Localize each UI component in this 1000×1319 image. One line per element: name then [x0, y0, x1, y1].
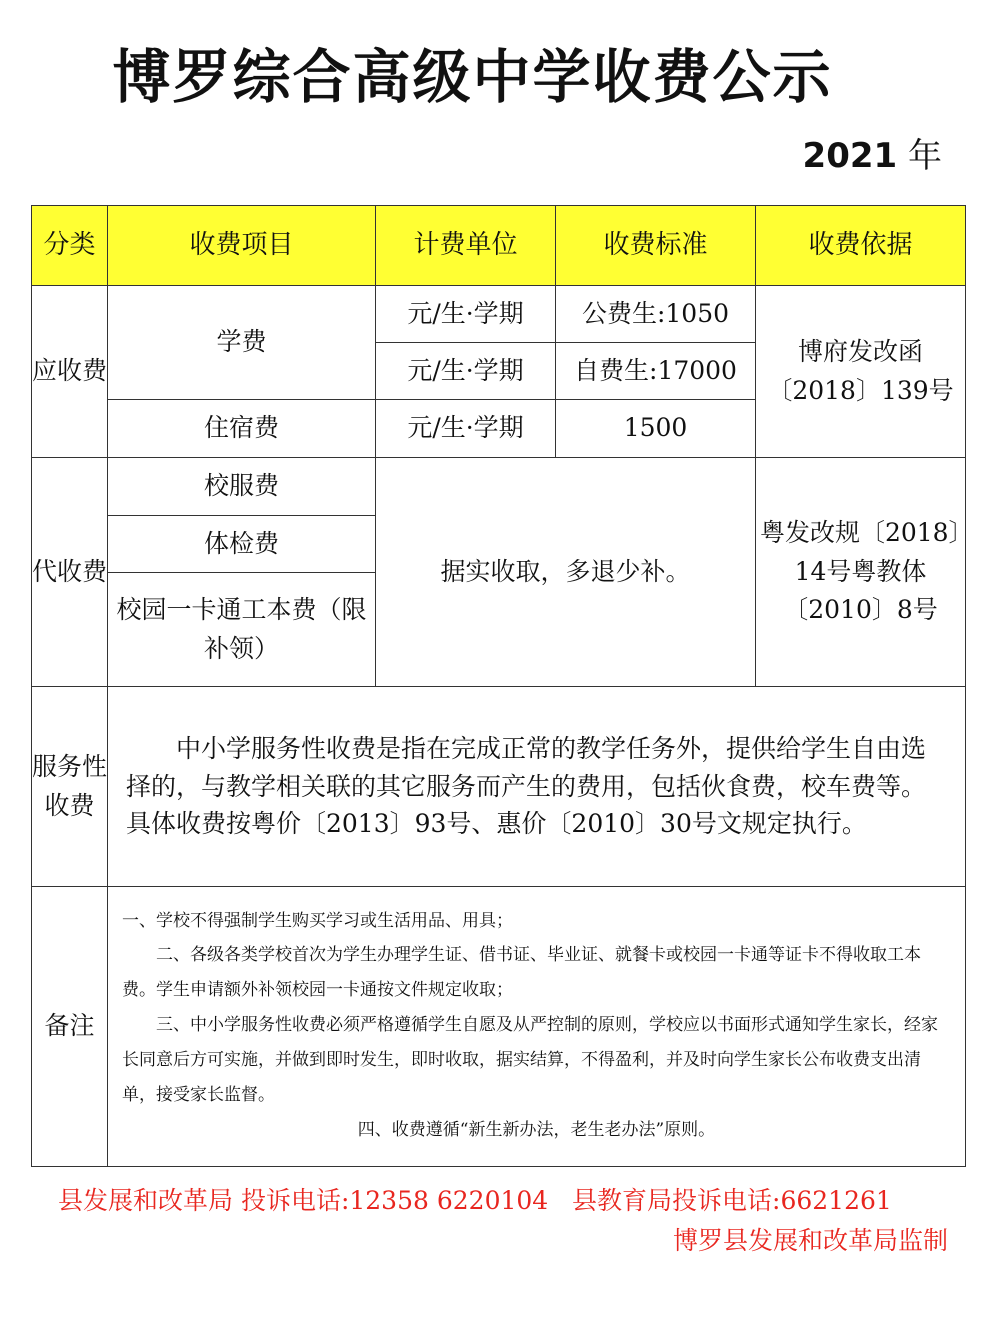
- standard-cell: 公费生:1050: [556, 286, 756, 343]
- standard-cell: 自费生:17000: [556, 343, 756, 400]
- note-item: 一、学校不得强制学生购买学习或生活用品、用具；: [122, 910, 513, 931]
- supervisor-label: 博罗县发展和改革局监制: [672, 1226, 948, 1255]
- item-medical-exam: 体检费: [108, 516, 376, 573]
- complaint-hotlines: 县发展和改革局 投诉电话:12358 6220104 县教育局投诉电话:6621261: [58, 1186, 892, 1215]
- basis-receivable: 博府发改函〔2018〕139号: [756, 286, 966, 458]
- year-number: 2021: [802, 136, 898, 176]
- header-unit: 计费单位: [376, 206, 556, 286]
- unit-cell: 元/生·学期: [376, 400, 556, 458]
- item-uniform: 校服费: [108, 458, 376, 516]
- table-header-row: [32, 206, 966, 286]
- header-item: 收费项目: [108, 206, 376, 286]
- category-notes: 备注: [32, 887, 108, 1167]
- unit-cell: 元/生·学期: [376, 343, 556, 400]
- item-tuition: 学费: [108, 286, 376, 400]
- note-item: 三、中小学服务性收费必须严格遵循学生自愿及从严控制的原则，学校应以书面形式通知学生家长，经家长同意后方可实施，并做到即时发生，即时收取，据实结算，不得盈利，并及时向学生家长公布收费支出清单，接受家长监督。: [122, 1015, 938, 1105]
- fee-table: [31, 205, 966, 1167]
- note-item: 二、各级各类学校首次为学生办理学生证、借书证、毕业证、就餐卡或校园一卡通等证卡不得收取工本费。学生申请额外补领校园一卡通按文件规定收取；: [122, 945, 921, 1001]
- service-description: 中小学服务性收费是指在完成正常的教学任务外，提供给学生自由选择的，与教学相关联的其它服务而产生的费用，包括伙食费，校车费等。具体收费按粤价〔2013〕93号、惠价〔2010〕30号文规定执行。: [108, 687, 966, 887]
- item-accommodation: 住宿费: [108, 400, 376, 458]
- header-category: 分类: [32, 206, 108, 286]
- notes-cell: [108, 887, 966, 1167]
- year-suffix: 年: [908, 136, 942, 176]
- basis-collected: 粤发改规〔2018〕14号粤教体〔2010〕8号: [756, 458, 966, 687]
- category-service: 服务性收费: [32, 687, 108, 887]
- table-row: [32, 458, 966, 516]
- table-row: [32, 687, 966, 887]
- header-standard: 收费标准: [556, 206, 756, 286]
- unit-cell: 元/生·学期: [376, 286, 556, 343]
- table-row: [32, 887, 966, 1167]
- standard-cell: 1500: [556, 400, 756, 458]
- category-receivable: 应收费: [32, 286, 108, 458]
- category-collected: 代收费: [32, 458, 108, 687]
- header-basis: 收费依据: [756, 206, 966, 286]
- note-item: 四、收费遵循“新生新办法，老生老办法”原则。: [357, 1119, 716, 1140]
- standard-collected: 据实收取，多退少补。: [376, 458, 756, 687]
- table-row: [32, 286, 966, 343]
- page-title: 博罗综合高级中学收费公示: [112, 43, 833, 111]
- year-label: [803, 128, 942, 177]
- item-campus-card: 校园一卡通工本费（限补领）: [108, 573, 376, 687]
